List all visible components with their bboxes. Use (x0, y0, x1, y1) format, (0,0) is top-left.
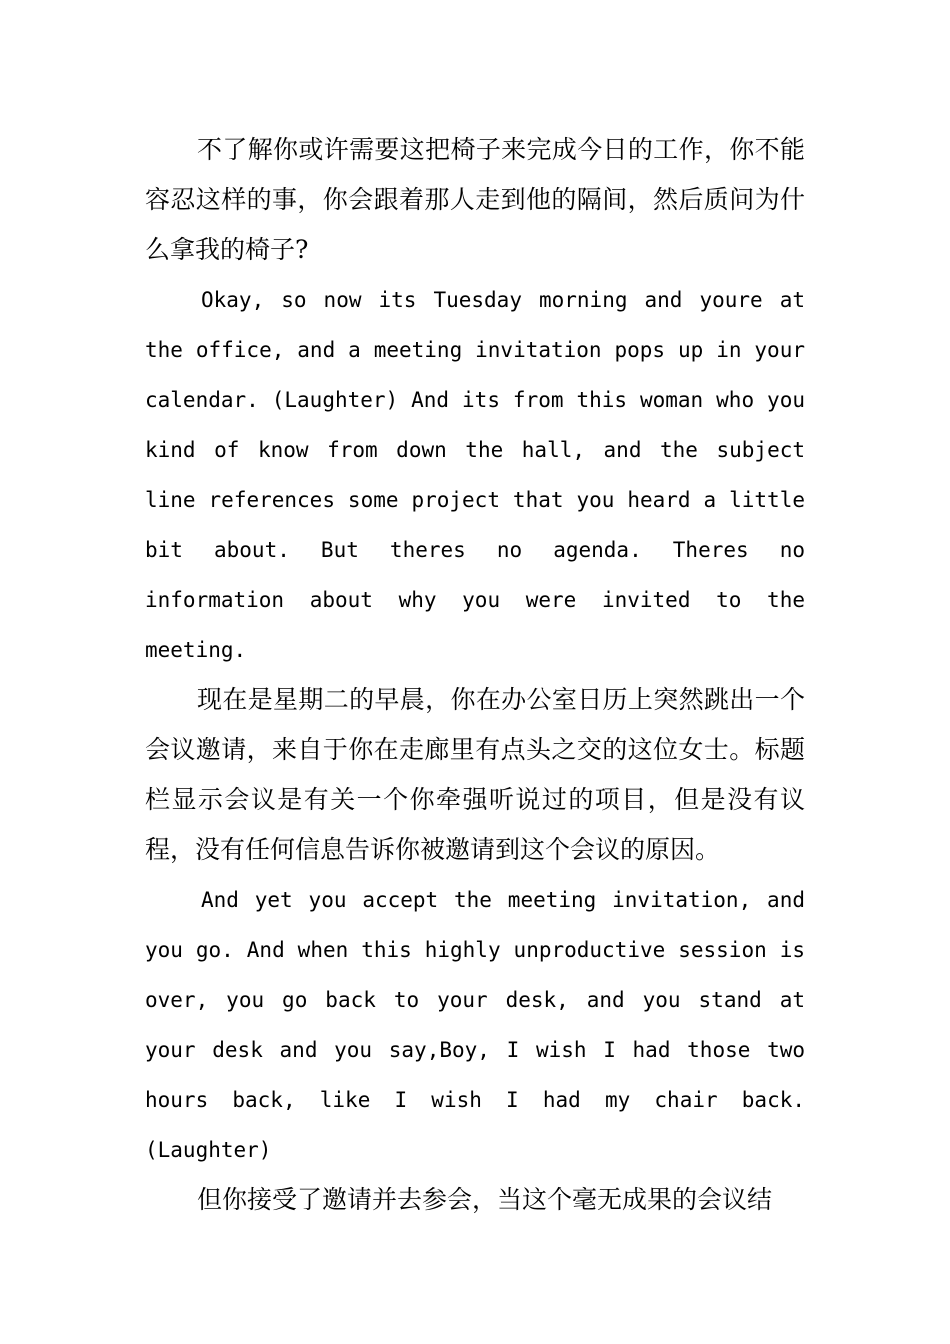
paragraph-chinese-3: 但你接受了邀请并去参会，当这个毫无成果的会议结 (197, 1185, 773, 1214)
document-page (145, 125, 805, 1225)
paragraph-chinese-2: 现在是星期二的早晨，你在办公室日历上突然跳出一个会议邀请，来自于你在走廊里有点头之交的这位女士。标题栏显示会议是有关一个你牵强听说过的项目，但是没有议程，没有任何信息告诉你被邀请到这个会议的原因。 (145, 685, 805, 864)
paragraph-chinese-1: 不了解你或许需要这把椅子来完成今日的工作，你不能容忍这样的事，你会跟着那人走到他的隔间，然后质问为什么拿我的椅子? (145, 135, 805, 264)
paragraph-english-1: Okay, so now its Tuesday morning and youre at the office, and a meeting invitation pops up in your calendar. (Laughter) And its from this woman who you kind of know from down the hall, and the subject line references some project that you heard a little bit about. But theres no agenda. Theres no information about why you were invited to the meeting. (145, 288, 805, 662)
paragraph-english-2: And yet you accept the meeting invitation, and you go. And when this highly unproductive session is over, you go back to your desk, and you stand at your desk and you say,Boy, I wish I had those two hours back, like I wish I had my chair back. (Laughter) (145, 888, 805, 1162)
